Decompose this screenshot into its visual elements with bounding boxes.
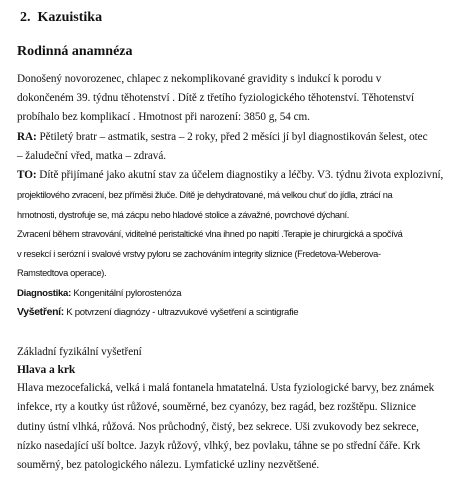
to-label: TO:: [17, 169, 37, 181]
paragraph-line: Donošený novorozenec, chlapec z nekomplikované gravidity s indukcí k porodu v: [17, 73, 382, 85]
diagnosis-label: Diagnostika:: [17, 288, 71, 299]
chapter-number: 2.: [20, 10, 31, 25]
paragraph-line: souměrný, bez patologického nálezu. Lymfatické uzliny nezvětšené.: [17, 459, 320, 471]
family-history-heading: Rodinná anamnéza: [17, 44, 133, 59]
paragraph-line: nízko nasedající uší boltce. Jazyk růžový, vlhký, bez povlaku, táhne se po střední čáře. Krk: [17, 440, 421, 452]
ra-line: [17, 131, 428, 143]
to-line: [17, 169, 443, 181]
ra-text: Pětiletý bratr – astmatik, sestra – 2 roky, před 2 měsíci jí byl diagnostikován šelest, otec: [36, 131, 428, 143]
paragraph-line: infekce, rty a koutky úst růžové, souměrné, bez cyanózy, bez ragád, bez rozštěpu. Sliznice: [17, 401, 416, 413]
chapter-heading: [20, 10, 102, 26]
examination-label: Vyšetření:: [17, 307, 64, 318]
ra-continuation: – žaludeční vřed, matka – zdravá.: [17, 150, 166, 162]
examination-line: [17, 307, 298, 318]
ra-label: RA:: [17, 131, 37, 143]
paragraph-line: probíhalo bez komplikací . Hmotnost při narození: 3850 g, 54 cm.: [17, 111, 310, 123]
paragraph-line: dokončeném 39. týdnu těhotenství . Dítě z třetího fyziologického těhotenství. Těhotenství: [17, 92, 415, 104]
examination-text: K potvrzení diagnózy - ultrazvukové vyšetření a scintigrafie: [63, 307, 299, 318]
physical-exam-heading: Základní fyzikální vyšetření: [17, 346, 142, 358]
paragraph-line: dutiny ústní vlhká, růžová. Nos průchodný, čistý, bez sekrece. Uši zvukovody bez sekrece,: [17, 421, 419, 433]
to-continuation: v resekcí i serózní i svalové vrstvy pyloru se zachováním integrity sliznice (Fredetova-Weberova-: [17, 249, 381, 259]
to-text: Dítě přijímané jako akutní stav za účelem diagnostiky a léčby. V3. týdnu života explozivní,: [36, 169, 444, 181]
to-continuation: Ramstedtova operace).: [17, 268, 107, 278]
diagnosis-text: Kongenitální pylorostenóza: [70, 288, 182, 299]
to-continuation: hmotnosti, dystrofuje se, má zácpu nebo hladové stolice a závažné, povrchové dýchaní.: [17, 210, 350, 220]
chapter-title: Kazuistika: [37, 10, 103, 25]
to-continuation: projektilového zvracení, bez příměsi žluče. Dítě je dehydratované, má velkou chuť do jídla, ztrácí na: [17, 190, 393, 200]
diagnosis-line: [17, 288, 181, 299]
head-neck-subheading: Hlava a krk: [17, 364, 76, 376]
to-continuation: Zvracení během stravování, viditelné peristaltické vlna ihned po napití .Terapie je chirurgická a spočívá: [17, 229, 403, 239]
paragraph-line: Hlava mezocefalická, velká i malá fontanela hmatatelná. Usta fyziologické barvy, bez známek: [17, 382, 435, 394]
